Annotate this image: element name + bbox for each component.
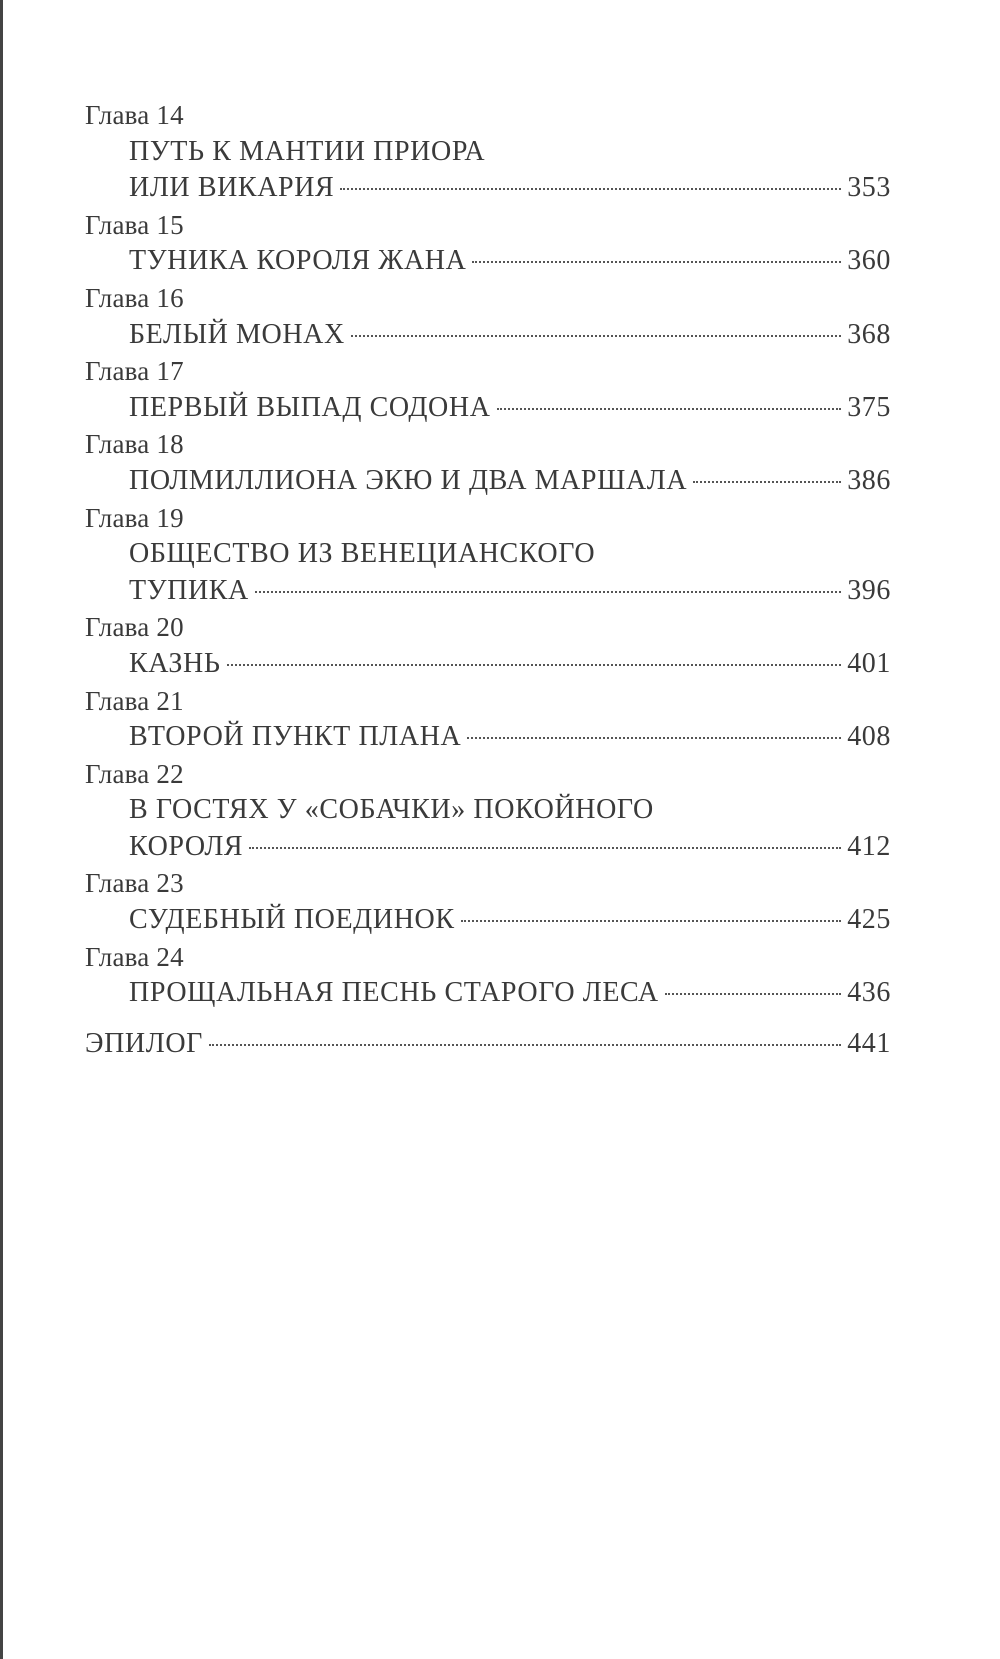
toc-entry <box>85 646 891 683</box>
toc-entry <box>85 390 891 427</box>
chapter-label <box>85 609 891 646</box>
dot-leader <box>497 408 842 410</box>
toc-entry <box>85 902 891 939</box>
page-number: 396 <box>847 574 891 606</box>
chapter-number: Глава 16 <box>85 282 184 313</box>
page-number: 386 <box>847 464 891 496</box>
chapter-label <box>85 756 891 793</box>
chapter-number: Глава 20 <box>85 612 184 643</box>
chapter-title-line <box>85 536 891 573</box>
page-number: 408 <box>847 721 891 753</box>
page-number: 436 <box>847 977 891 1009</box>
chapter-title: ПУТЬ К МАНТИИ ПРИОРА <box>129 135 486 167</box>
chapter-title: ТУНИКА КОРОЛЯ ЖАНА <box>129 245 467 277</box>
toc-entry <box>85 170 891 207</box>
chapter-title: ПОЛМИЛЛИОНА ЭКЮ И ДВА МАРШАЛА <box>129 464 688 496</box>
chapter-title: ОБЩЕСТВО ИЗ ВЕНЕЦИАНСКОГО <box>129 538 596 570</box>
chapter-title: СУДЕБНЫЙ ПОЕДИНОК <box>129 904 455 936</box>
chapter-number: Глава 21 <box>85 685 184 716</box>
chapter-label <box>85 207 891 244</box>
chapter-title: ПРОЩАЛЬНАЯ ПЕСНЬ СТАРОГО ЛЕСА <box>129 977 659 1009</box>
chapter-number: Глава 19 <box>85 502 184 533</box>
page-number: 441 <box>847 1027 891 1059</box>
page-number: 375 <box>847 391 891 423</box>
chapter-number: Глава 18 <box>85 429 184 460</box>
toc-entry <box>85 719 891 756</box>
chapter-number: Глава 23 <box>85 868 184 899</box>
chapter-title: В ГОСТЯХ У «СОБАЧКИ» ПОКОЙНОГО <box>129 794 654 826</box>
chapter-label <box>85 280 891 317</box>
dot-leader <box>227 664 842 666</box>
table-of-contents <box>85 97 891 1062</box>
dot-leader <box>472 261 841 263</box>
page-number: 412 <box>847 830 891 862</box>
chapter-label <box>85 500 891 537</box>
chapter-label <box>85 939 891 976</box>
chapter-title: ВТОРОЙ ПУНКТ ПЛАНА <box>129 721 462 753</box>
chapter-number: Глава 17 <box>85 356 184 387</box>
chapter-title: ИЛИ ВИКАРИЯ <box>129 172 335 204</box>
dot-leader <box>461 920 842 922</box>
toc-entry <box>85 317 891 354</box>
chapter-title: КОРОЛЯ <box>129 830 244 862</box>
dot-leader <box>467 737 841 739</box>
chapter-title-line <box>85 792 891 829</box>
dot-leader <box>209 1044 841 1046</box>
toc-entry <box>85 573 891 610</box>
chapter-label <box>85 683 891 720</box>
chapter-label <box>85 426 891 463</box>
chapter-number: Глава 15 <box>85 209 184 240</box>
dot-leader <box>249 847 841 849</box>
toc-entry <box>85 463 891 500</box>
toc-entry <box>85 975 891 1012</box>
page-number: 401 <box>847 647 891 679</box>
dot-leader <box>665 993 841 995</box>
page-number: 360 <box>847 245 891 277</box>
chapter-label <box>85 97 891 134</box>
chapter-title: БЕЛЫЙ МОНАХ <box>129 318 345 350</box>
dot-leader <box>693 481 841 483</box>
chapter-title: ПЕРВЫЙ ВЫПАД СОДОНА <box>129 391 491 423</box>
chapter-label <box>85 353 891 390</box>
dot-leader <box>255 591 841 593</box>
chapter-number: Глава 14 <box>85 100 184 130</box>
chapter-title: КАЗНЬ <box>129 647 221 679</box>
chapter-title-line <box>85 134 891 171</box>
chapter-number: Глава 22 <box>85 758 184 789</box>
toc-entry <box>85 243 891 280</box>
epilogue-entry <box>85 1026 891 1063</box>
chapter-label <box>85 865 891 902</box>
chapter-title: ТУПИКА <box>129 574 249 606</box>
page-number: 425 <box>847 904 891 936</box>
page-number: 368 <box>847 318 891 350</box>
epilogue-title: ЭПИЛОГ <box>85 1027 203 1059</box>
toc-entry <box>85 829 891 866</box>
dot-leader <box>340 188 841 190</box>
chapter-number: Глава 24 <box>85 941 184 972</box>
dot-leader <box>351 335 841 337</box>
page-number: 353 <box>847 172 891 204</box>
